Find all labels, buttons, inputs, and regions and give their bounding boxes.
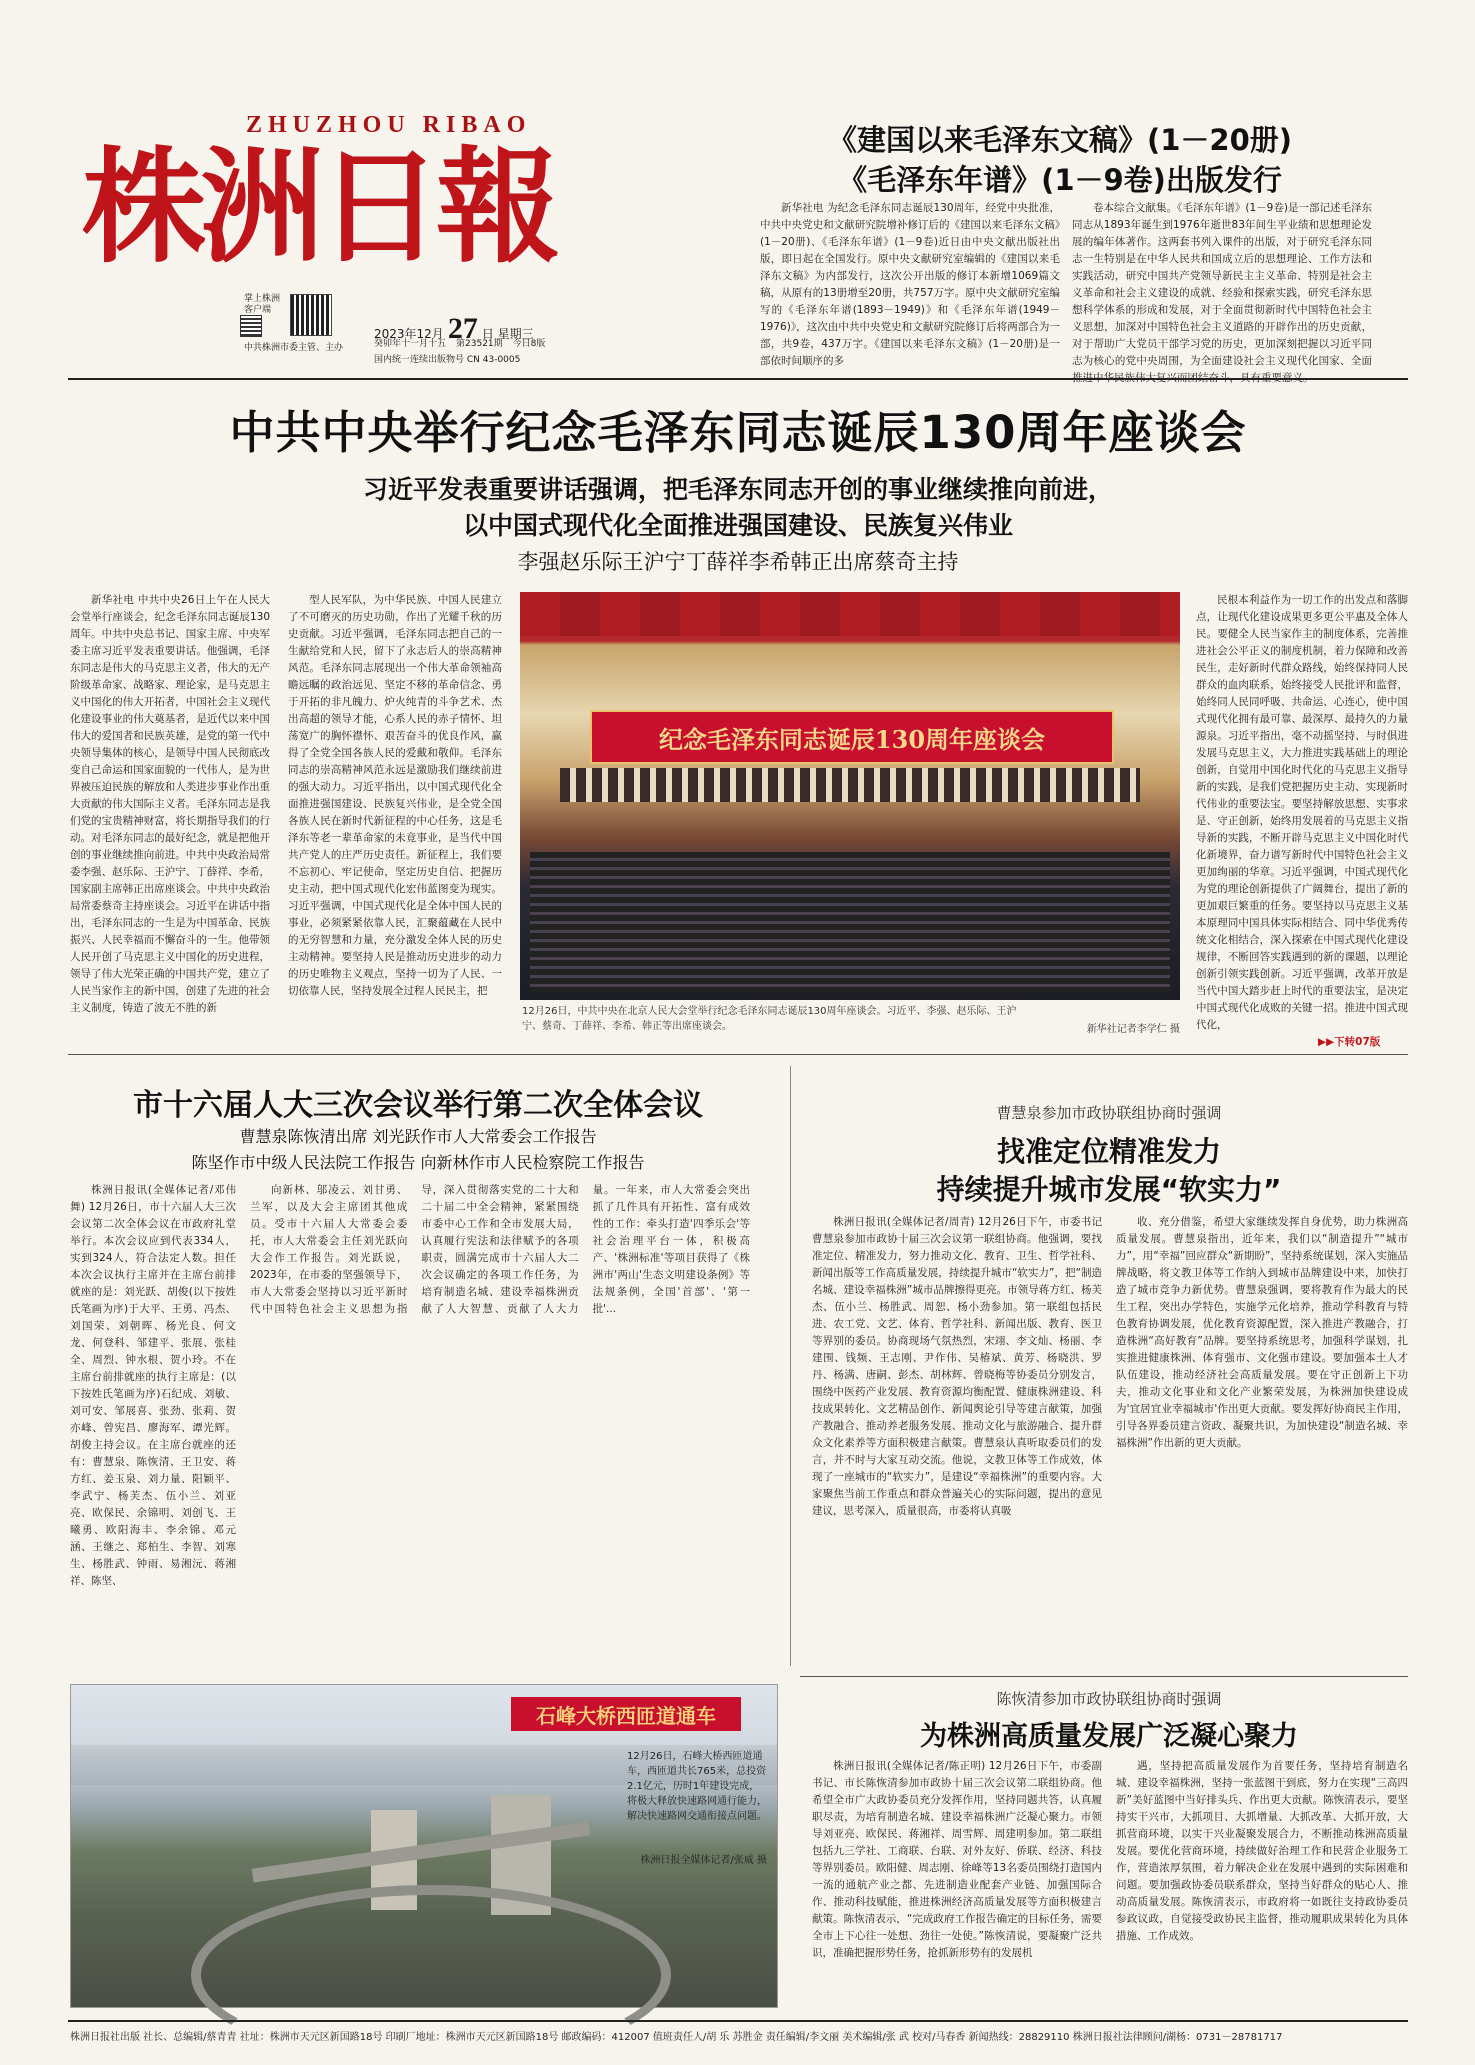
bridge-banner: 石峰大桥西匝道通车 xyxy=(511,1697,741,1731)
main-text-3: 民根本利益作为一切工作的出发点和落脚点，让现代化建设成果更多更公平惠及全体人民。要健全人民当家作主的制度体系，完善推进社会公平正义的制度机制，着力保障和改善民生，走好新时代群众路线，始终保持同人民群众的血肉联系，始终接受人民批评和监督，始终同人民同呼吸、共命运、心连心，使中国式现代化拥有最可靠、最深厚、最持久的力量源泉。习近平指出，毫不动摇坚持、与时俱进发展马克思主义，大力推进实践基础上的理论创新，自觉用中国化时代化的马克思主义指导新的实践，是我们党把握历史主动、实现新时代伟业的重要法宝。要坚持解放思想、实事求是、守正创新，始终用发展着的马克思主义指导新的实践，不断开辟马克思主义中国化时代化新境界，奋力谱写新时代中国特色社会主义更加绚丽的华章。习近平强调，中国式现代化为党的理论创新提供了广阔舞台，提出了新的更加艰巨繁重的任务。要坚持以马克思主义基本原理同中国具体实际相结合、同中华优秀传统文化相结合，深入探索在中国式现代化建设规律，不断回答实践遇到的新的课题，以理论创新引领实践创新。习近平强调，改革开放是当代中国大踏步赶上时代的重要法宝，是决定中国式现代化成败的关键一招。推进中国式现代化， xyxy=(1196,594,1408,1031)
photo-curtain xyxy=(520,592,1180,636)
main-col-2 xyxy=(288,592,502,1002)
photo-rostrum xyxy=(560,768,1140,802)
npc-sub-1: 曹慧泉陈恢清出席 刘光跃作市人大常委会工作报告 xyxy=(239,1127,597,1146)
main-subhead-1: 习近平发表重要讲话强调，把毛泽东同志开创的事业继续推向前进， xyxy=(362,475,1113,504)
main-text-2: 型人民军队，为中华民族、中国人民建立了不可磨灭的历史功勋，作出了光耀千秋的历史贡献。习近平强调，毛泽东同志把自己的一生献给党和人民，留下了永志后人的崇高精神风范。毛泽东同志展现出一个伟大革命领袖高瞻远瞩的政治远见、坚定不移的革命信念、勇于开拓的非凡魄力、炉火纯青的斗争艺术、杰出高超的领导才能，心系人民的赤子情怀、坦荡宽广的胸怀襟怀、艰苦奋斗的优良作风，赢得了全党全国各族人民的爱戴和敬仰。毛泽东同志的崇高精神风范永远是激励我们继续前进的强大动力。习近平指出，以中国式现代化全面推进强国建设、民族复兴伟业，是全党全国各族人民在新时代新征程的中心任务，这是毛泽东等老一辈革命家的未竟事业，是当代中国共产党人的庄严历史责任。新征程上，我们要不忘初心、牢记使命，坚定历史自信、把握历史主动，把中国式现代化宏伟蓝图变为现实。习近平强调，中国式现代化是全体中国人民的事业，必须紧紧依靠人民，汇聚蕴藏在人民中的无穷智慧和力量，充分激发全体人民的历史主动精神。要坚持人民是推动历史进步的动力的历史唯物主义观点，坚持一切为了人民、一切依靠人民，坚持发展全过程人民民主，把 xyxy=(288,594,502,997)
photo-caption: 12月26日，中共中央在北京人民大会堂举行纪念毛泽东同志诞辰130周年座谈会。习近平、李强、赵乐际、王沪宁、蔡奇、丁薛祥、李希、韩正等出席座谈会。 xyxy=(522,1006,1017,1032)
bridge-photo xyxy=(70,1684,778,2008)
publisher: 中共株洲市委主管、主办 xyxy=(244,343,344,353)
cppcc2-col-1 xyxy=(812,1758,1102,2000)
npc-text-1: 株洲日报讯(全媒体记者/邓伟舞) 12月26日，市十六届人大三次会议第二次全体会议在市政府礼堂举行。本次会议应到代表334人，实到324人，符合法定人数。担任本次会议执行主席并在主席台前排就座的是：刘光跃、胡俊(以下按姓氏笔画为序)于大平、王勇、冯杰、刘国荣、刘朝晖、杨光良、何文龙、何登科、邹建平、张展、张桂全、周烈、钟水根、贺小玲。不在主席台前排就座的执行主席是：(以下按姓氏笔画为序)石纪成、刘敏、刘可安、邹展喜、张劲、张莉、贺亦峰、曾宪昌、廖海军、谭光辉。胡俊主持会议。在主席台就座的还有：曹慧泉、陈恢清、王卫安、蒋方红、姜玉泉、刘力量、阳颖平、李武宁、杨芙杰、伍小兰、刘亚亮、欧保民、余锦明、刘创飞、王曦勇、欧阳海丰、李余锦、邓元涵、王继之、郑柏生、李智、刘寒生、杨胜武、钟雨、易湘沅、蒋湘祥、陈坚、 xyxy=(70,1184,236,1587)
newspaper-logo: 株洲日報 xyxy=(82,135,555,280)
photo-audience xyxy=(530,852,1170,992)
npc-col-2 xyxy=(250,1182,750,1672)
npc-text-2: 向新林、邬凌云、刘甘勇、兰军，以及大会主席团其他成员。受市十六届人大常委会委托，市人大常委会主任刘光跃向大会作工作报告。刘光跃说，2023年，在市委的坚强领导下，市人大常委会坚持以习近平新时代中国特色社会主义思想为指导，深入贯彻落实党的二十大和二十届二中全会精神，紧紧围绕市委中心工作和全市发展大局，认真履行宪法和法律赋予的各项职责，圆满完成市十六届人大二次会议确定的各项工作任务，为培育制造名城、建设幸福株洲贡献了人大智慧、贡献了人大力量。一年来，市人大常委会突出抓了几件具有开拓性、富有成效性的工作：牵头打造'四季乐会'等社会治理平台一体，积极高产、'株洲标准'等项目获得了《株洲市'两山'生态文明建设条例》等法规条例，全国'首部'、'第一批'... xyxy=(250,1184,750,1315)
cppcc1-headline-2: 持续提升城市发展“软实力” xyxy=(936,1173,1282,1206)
cppcc1-headline-1: 找准定位精准发力 xyxy=(996,1135,1221,1168)
column-divider xyxy=(790,1066,791,1666)
section-divider xyxy=(68,1054,1408,1055)
top-story-title-2: 《毛泽东年谱》(1－9卷)出版发行 xyxy=(838,163,1282,197)
main-col-3 xyxy=(1196,592,1408,1032)
top-story-text-1: 新华社电 为纪念毛泽东同志诞辰130周年，经党中央批准，中共中央党史和文献研究院增补修订后的《建国以来毛泽东文稿》(1－20册)、《毛泽东年谱》(1－9卷)近日由中央文献出版社出版，即日起在全国发行。原中央文献研究室编辑的《建国以来毛泽东文稿》为内部发行，这次公开出版的修订本新增1069篇文稿，从原有的13册增至20册，共757万字。原中央文献研究室编写的《毛泽东年谱(1893－1949)》和《毛泽东年谱(1949－1976)》，这次由中共中央党史和文献研究院修订后将两部合为一部，共9卷，437万字。《建国以来毛泽东文稿》(1－20册)是一部依时间顺序的多 xyxy=(760,202,1060,367)
photo-banner: 纪念毛泽东同志诞辰130周年座谈会 xyxy=(590,710,1114,764)
top-story-col-1 xyxy=(760,200,1060,368)
main-subhead-2: 以中国式现代化全面推进强国建设、民族复兴伟业 xyxy=(462,511,1013,540)
issue-number: 第23521期 xyxy=(456,339,503,349)
jump-link[interactable]: ▶▶下转07版 xyxy=(1318,1036,1381,1048)
cppcc1-text-2: 收、充分借鉴，希望大家继续发挥自身优势，助力株洲高质量发展。曹慧泉指出，近年来，我们以“制造提升”“城市力”，用“幸福”回应群众“新期盼”，坚持系统谋划，深入实施品牌战略，将文教卫体等工作纳入到城市品牌建设中来，加快打造了城市竞争力新优势。曹慧泉强调，要将教育作为最大的民生工程，突出办学特色，实施学元化培养，推动学科教育与特色教育协调发展，优化教育资源配置，深入推进产教融合，打造株洲“高好教育”品牌。要坚持系统思考，加强科学谋划，扎实推进健康株洲、体育强市、文化强市建设。要加强本土人才队伍建设，推动经济社会高质量发展。要在守正创新上下功夫，推动文化事业和文化产业繁荣发展，为株洲加快建设成为'宜居宜业幸福城市'作出更大贡献。要发挥好协商民主作用，引导各界委员建言资政、凝聚共识，为加快建设“制造名城、幸福株洲”作出新的更大贡献。 xyxy=(1116,1216,1408,1449)
cppcc1-col-1 xyxy=(812,1214,1102,1660)
top-story-col-2 xyxy=(1072,200,1372,368)
photo-credit: 新华社记者李学仁 摄 xyxy=(1086,1024,1180,1035)
top-story-title-1: 《建国以来毛泽东文稿》(1－20册) xyxy=(827,123,1293,157)
app-qr-icon[interactable] xyxy=(290,294,332,336)
main-subhead-3: 李强赵乐际王沪宁丁薛祥李希韩正出席蔡奇主持 xyxy=(517,550,959,574)
cppcc2-headline: 为株洲高质量发展广泛凝心聚力 xyxy=(920,1721,1298,1752)
footer-text: 株洲日报社出版 社长、总编辑/蔡青青 社址：株洲市天元区新国路18号 印刷厂地址：株洲市天元区新国路18号 邮政编码：412007 值班责任人/胡 乐 苏胜金 责任编辑/李文丽 美术编辑/张 武 校对/马春香 新闻热线：28829110 株洲日报社法律顾问/湖杨：0731－28781717 xyxy=(70,2032,1283,2043)
main-text-1: 新华社电 中共中央26日上午在人民大会堂举行座谈会，纪念毛泽东同志诞辰130周年。中共中央总书记、国家主席、中央军委主席习近平发表重要讲话。他强调，毛泽东同志是伟大的马克思主义者，伟大的无产阶级革命家、战略家、理论家，是马克思主义中国化的伟大开拓者，中国社会主义现代化建设事业的伟大奠基者，是近代以来中国伟大的爱国者和民族英雄，是党的第一代中央领导集体的核心，是领导中国人民彻底改变自己命运和国家面貌的一代伟人，是为世界被压迫民族的解放和人类进步事业作出重大贡献的伟大国际主义者。毛泽东同志是我们党的宝贵精神财富，将长期指导我们的行动。对毛泽东同志的最好纪念，就是把他开创的事业继续推向前进。中共中央政治局常委李强、赵乐际、王沪宁、丁薛祥、李希，国家副主席韩正出席座谈会。中共中央政治局常委蔡奇主持座谈会。习近平在讲话中指出，毛泽东同志的一生是为中国革命、民族振兴、人民幸福而不懈奋斗的一生。他带领人民开创了马克思主义中国化的历史进程，领导了伟大光荣正确的中国共产党，建立了人民当家作主的新中国，创建了先进的社会主义制度，铸造了波无不胜的新 xyxy=(70,594,270,1014)
cppcc2-text-2: 遇，坚持把高质量发展作为首要任务，坚持培育制造名城、建设幸福株洲，坚持一张蓝图干到底，努力在实现“三高四新”美好蓝图中当好排头兵、作出更大贡献。陈恢清表示，要坚持实干兴市，大抓项目、大抓增量、大抓改革、大抓开放，大抓营商环境，以实干兴业凝聚发展合力，不断推动株洲高质量发展。要优化营商环境，持续做好治理工作和民营企业服务工作，营造浓厚氛围，着力解决企业在发展中遇到的实际困难和问题。要加强政协委员联系群众，坚持当好群众的贴心人、推动高质量发展。陈恢清表示，市政府将一如既往支持政协委员参政议政，自觉接受政协民主监督，推动履职成果转化为具体措施、工作成效。 xyxy=(1116,1760,1408,1942)
cppcc2-col-2 xyxy=(1116,1758,1408,2000)
cppcc2-text-1: 株洲日报讯(全媒体记者/陈正明) 12月26日下午，市委副书记、市长陈恢清参加市政协十届三次会议第二联组协商。他希望全市广大政协委员充分发挥作用，坚持同题共答，认真履职尽责，为培育制造名城、建设幸福株洲广泛凝心聚力。市领导刘亚亮、欧保民、蒋湘祥、周雪辉、周建明参加。第二联组包括九三学社、工商联、台联、对外友好、侨联、经济、科技等界别委员。欧阳健、周志刚、徐峰等13名委员围绕打造国内一流的通航产业之都、先进制造业配套产业链、加强国际合作、推动科技赋能，推进株洲经济高质量发展等方面积极建言献策。陈恢清表示，“完成政府工作报告确定的目标任务，需要全市上下心往一处想、劲往一处使。”陈恢清说，要凝聚广泛共识，准确把握形势任务，抢抓新形势有的发展机 xyxy=(812,1760,1102,1959)
masthead-divider xyxy=(68,378,1408,380)
cppcc1-kicker: 曹慧泉参加市政协联组协商时强调 xyxy=(996,1104,1222,1122)
top-story-text-2: 卷本综合文献集。《毛泽东年谱》(1－9卷)是一部记述毛泽东同志从1893年诞生到1976年逝世83年间生平业绩和思想理论发展的编年体著作。这两套书列入课件的出版，对于研究毛泽东同志一生特别是在中华人民共和国成立后的思想理论、工作方法和实践活动，研究中国共产党领导新民主主义革命、特别是社会主义革命和社会主义建设的成就、经验和探索实践，研究毛泽东思想科学体系的形成和发展，对于全面贯彻新时代中国特色社会主义思想，加深对中国特色社会主义道路的开辟作出的历史贡献，对于帮助广大党员干部学习党的历史，更加深刻把握以习近平同志为核心的党中央周围，为全面建设社会主义现代化国家、全面 xyxy=(1072,202,1372,367)
cppcc2-kicker: 陈恢清参加市政协联组协商时强调 xyxy=(996,1690,1222,1708)
date-prefix: 2023年12月 xyxy=(374,327,444,341)
bridge-credit: 株洲日报全媒体记者/张威 摄 xyxy=(640,1855,767,1866)
bridge-caption: 12月26日，石峰大桥西匝道通车，西匝道共长765米，总投资2.1亿元，历时1年建设完成，将极大释放快速路网通行能力，解决快速路网交通衔接点问题。 xyxy=(627,1751,767,1822)
cppcc1-text-1: 株洲日报讯(全媒体记者/周青) 12月26日下午，市委书记曹慧泉参加市政协十届三次会议第一联组协商。他强调，要找准定位、精准发力，努力推动文化、教育、卫生、哲学社科、新闻出版等工作高质量发展，持续提升城市“软实力”，把“制造名城、建设幸福株洲”城市品牌擦得更亮。市领导蒋方红、杨芙杰、伍小兰、杨胜武、周恕、杨小劲参加。第一联组包括民进、农工党、文艺、体育、哲学社科、新闻出版、教育、医卫等界别的委员。协商现场气氛热烈，宋翊、李文灿、杨丽、李建围、钱频、王志刚、尹作伟、吴椿斌、黄芳、杨晓洪、罗丹、杨满、唐嗣、彭杰、胡林辉、曾晓梅等协委员分别发言，围绕中医药产业发展、教育资源均衡配置、健康株洲建设、科技成果转化、文艺精品创作、新闻舆论引导等建言献策，加强产教融合、推动养老服务发展、推动文化与旅游融合、提升群众文化素养等方面积极建言献策。曹慧泉认真听取委员们的发言，并不时与大家互动交流。他说，文教卫体等工作成效，体现了一座城市的“软实力”，是建设“幸福株洲”的重要内容。大家聚焦当前工作重点和群众普遍关心的实际问题，提出的意见建议，思考深入，质量很高，市委将认真吸 xyxy=(812,1216,1102,1517)
app-label: 掌上株洲客户端 xyxy=(244,294,281,315)
main-col-1 xyxy=(70,592,270,1070)
npc-col-1 xyxy=(70,1182,236,1672)
npc-headline: 市十六届人大三次会议举行第二次全体会议 xyxy=(133,1088,703,1123)
cn-number: 国内统一连续出版物号 CN 43-0005 xyxy=(374,355,521,365)
footer-divider xyxy=(68,2020,1408,2022)
masthead-latin: ZHUZHOU RIBAO xyxy=(246,112,532,138)
qr-code-icon[interactable] xyxy=(240,315,262,337)
cppcc-divider xyxy=(800,1676,1408,1677)
issue-meta xyxy=(374,336,545,349)
main-headline: 中共中央举行纪念毛泽东同志诞辰130周年座谈会 xyxy=(229,406,1247,459)
npc-sub-2: 陈坚作市中级人民法院工作报告 向新林作市人民检察院工作报告 xyxy=(191,1153,645,1172)
cppcc1-col-2 xyxy=(1116,1214,1408,1660)
lunar-date: 癸卯年十一月十五 xyxy=(374,339,447,349)
meeting-photo xyxy=(520,592,1180,1000)
page-count: 今日8版 xyxy=(512,339,546,349)
date-suffix: 日 星期三 xyxy=(481,327,534,341)
date-day: 27 xyxy=(447,312,478,345)
